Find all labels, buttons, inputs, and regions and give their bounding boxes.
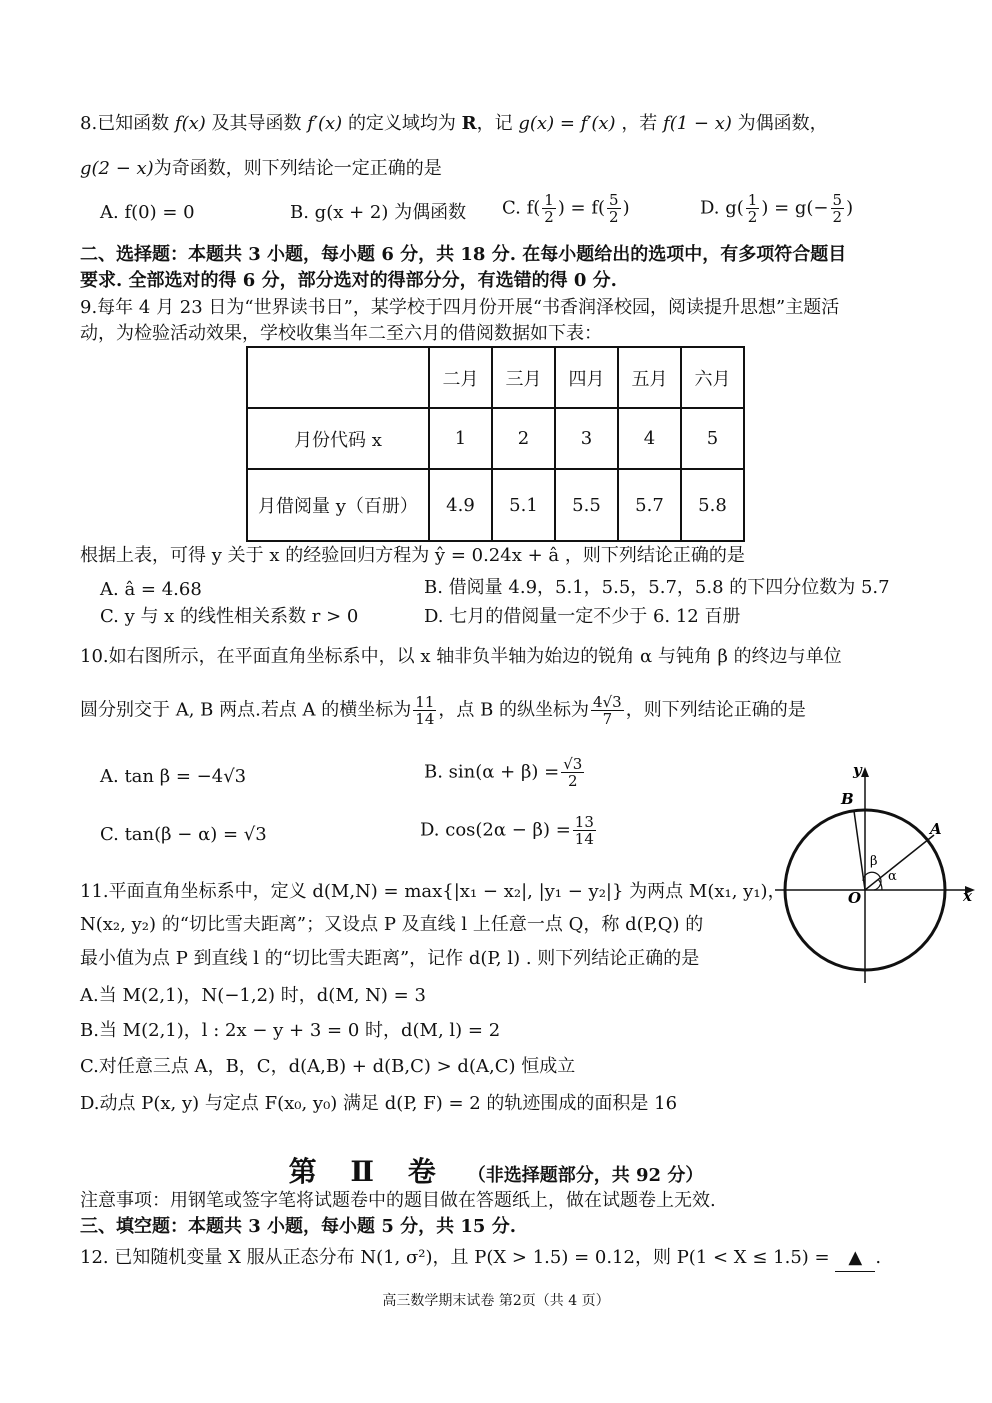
origin-label: O (848, 889, 862, 907)
q9-line2: 动，为检验活动效果，学校收集当年二至六月的借阅数据如下表： (80, 323, 602, 344)
table-row (247, 347, 744, 408)
q11-option-a: A.当 M(2,1)，N(−1,2) 时，d(M, N) = 3 (80, 985, 426, 1006)
q9-option-d: D. 七月的借阅量一定不少于 6. 12 百册 (424, 606, 741, 627)
table-cell: 4 (618, 408, 681, 469)
q8-line2: g(2 − x)为奇函数，则下列结论一定正确的是 (80, 158, 442, 179)
q11-line1: 11.平面直角坐标系中，定义 d(M,N) = max{|x₁ − x₂|, |y₁ − y₂|} 为两点 M(x₁, y₁)， (80, 881, 786, 902)
section2-line2: 要求. 全部选对的得 6 分，部分选对的得部分分，有选错的得 0 分. (80, 270, 617, 291)
table-cell (247, 347, 429, 408)
q8-option-a: A. f(0) = 0 (100, 202, 195, 223)
table-cell: 5 (681, 408, 744, 469)
table-cell: 三月 (492, 347, 555, 408)
q10-line1: 10.如右图所示，在平面直角坐标系中，以 x 轴非负半轴为始边的锐角 α 与钝角 β 的终边与单位 (80, 646, 842, 667)
q11-option-b: B.当 M(2,1)，l : 2x − y + 3 = 0 时，d(M, l) = 2 (80, 1020, 501, 1041)
point-a-label: A (930, 820, 942, 838)
table-row (247, 469, 744, 541)
table-cell: 二月 (429, 347, 492, 408)
table-cell: 4.9 (429, 469, 492, 541)
q10-option-a: A. tan β = −4√3 (100, 766, 247, 787)
q8-line1: 8.已知函数 f(x) 及其导函数 f′(x) 的定义域均为 R，记 g(x) = f′(x) ，若 f(1 − x) 为偶函数， (80, 113, 828, 134)
q8-option-c: C. f( $\frac{1}{2}$ ) = f( $\frac{5}{2}$ ) (502, 191, 630, 226)
table-cell: 3 (555, 408, 618, 469)
beta-label: β (870, 854, 878, 869)
page-footer: 高三数学期末试卷 第2页（共 4 页） (382, 1293, 610, 1309)
table-cell: 六月 (681, 347, 744, 408)
table-cell: 月借阅量 y（百册） (247, 469, 429, 541)
y-axis-arrow-icon (861, 767, 869, 777)
x-axis-label: x (963, 887, 972, 905)
q11-option-d: D.动点 P(x, y) 与定点 F(x₀, y₀) 满足 d(P, F) = 2 的轨迹围成的面积是 16 (80, 1093, 678, 1114)
q9-option-a: A. â = 4.68 (100, 579, 202, 600)
q10-option-d: D. cos(2α − β) = $\frac{13}{14}$ (420, 813, 594, 848)
table-cell: 月份代码 x (247, 408, 429, 469)
table-cell: 2 (492, 408, 555, 469)
q9-option-b: B. 借阅量 4.9，5.1，5.5，5.7，5.8 的下四分位数为 5.7 (424, 577, 890, 598)
borrow-data-table (246, 346, 745, 542)
q9-option-c: C. y 与 x 的线性相关系数 r > 0 (100, 606, 359, 627)
q10-option-c: C. tan(β − α) = √3 (100, 824, 267, 845)
table-row (247, 408, 744, 469)
point-b-label: B (841, 790, 854, 808)
table-cell: 四月 (555, 347, 618, 408)
q10-option-b: B. sin(α + β) = $\frac{√3}{2}$ (424, 755, 583, 790)
q8-option-d: D. g( $\frac{1}{2}$ ) = g(− $\frac{5}{2}$ ) (700, 191, 854, 226)
q12: 12. 已知随机变量 X 服从正态分布 N(1, σ²)，且 P(X > 1.5) = 0.12，则 P(1 < X ≤ 1.5) = ▲ . (80, 1245, 881, 1272)
q11-line2: N(x₂, y₂) 的“切比雪夫距离”；又设点 P 及直线 l 上任意一点 Q，称 d(P,Q) 的 (80, 914, 704, 935)
q9-line1: 9.每年 4 月 23 日为“世界读书日”，某学校于四月份开展“书香润泽校园，阅读提升思想”主题活 (80, 297, 840, 318)
section2-line1: 二、选择题：本题共 3 小题，每小题 6 分，共 18 分. 在每小题给出的选项中，有多项符合题目 (80, 244, 847, 265)
notice: 注意事项：用钢笔或签字笔将试题卷中的题目做在答题纸上，做在试题卷上无效. (80, 1190, 716, 1211)
table-cell: 五月 (618, 347, 681, 408)
table-cell: 5.7 (618, 469, 681, 541)
table-cell: 1 (429, 408, 492, 469)
part2-heading: 第 Ⅱ 卷 （非选择题部分，共 92 分） (288, 1155, 704, 1188)
unit-circle-figure (770, 755, 985, 995)
q11-line3: 最小值为点 P 到直线 l 的“切比雪夫距离”，记作 d(P, l) . 则下列结论正确的是 (80, 948, 700, 969)
q9-stem: 根据上表，可得 y 关于 x 的经验回归方程为 ŷ = 0.24x + â ，则下列结论正确的是 (80, 545, 745, 566)
table-cell: 5.8 (681, 469, 744, 541)
section3-header: 三、填空题：本题共 3 小题，每小题 5 分，共 15 分. (80, 1216, 516, 1237)
q11-option-c: C.对任意三点 A，B，C，d(A,B) + d(B,C) > d(A,C) 恒成立 (80, 1056, 576, 1077)
alpha-label: α (888, 869, 897, 884)
table-cell: 5.5 (555, 469, 618, 541)
table-cell: 5.1 (492, 469, 555, 541)
q8-option-b: B. g(x + 2) 为偶函数 (290, 202, 467, 223)
answer-blank[interactable]: ▲ (835, 1245, 875, 1272)
y-axis-label: y (853, 761, 862, 779)
q10-line2: 圆分别交于 A, B 两点.若点 A 的横坐标为 $\frac{11}{14}$ ，点 B 的纵坐标为 $\frac{4√3}{7}$ ，则下列结论正确的是 (80, 693, 806, 728)
